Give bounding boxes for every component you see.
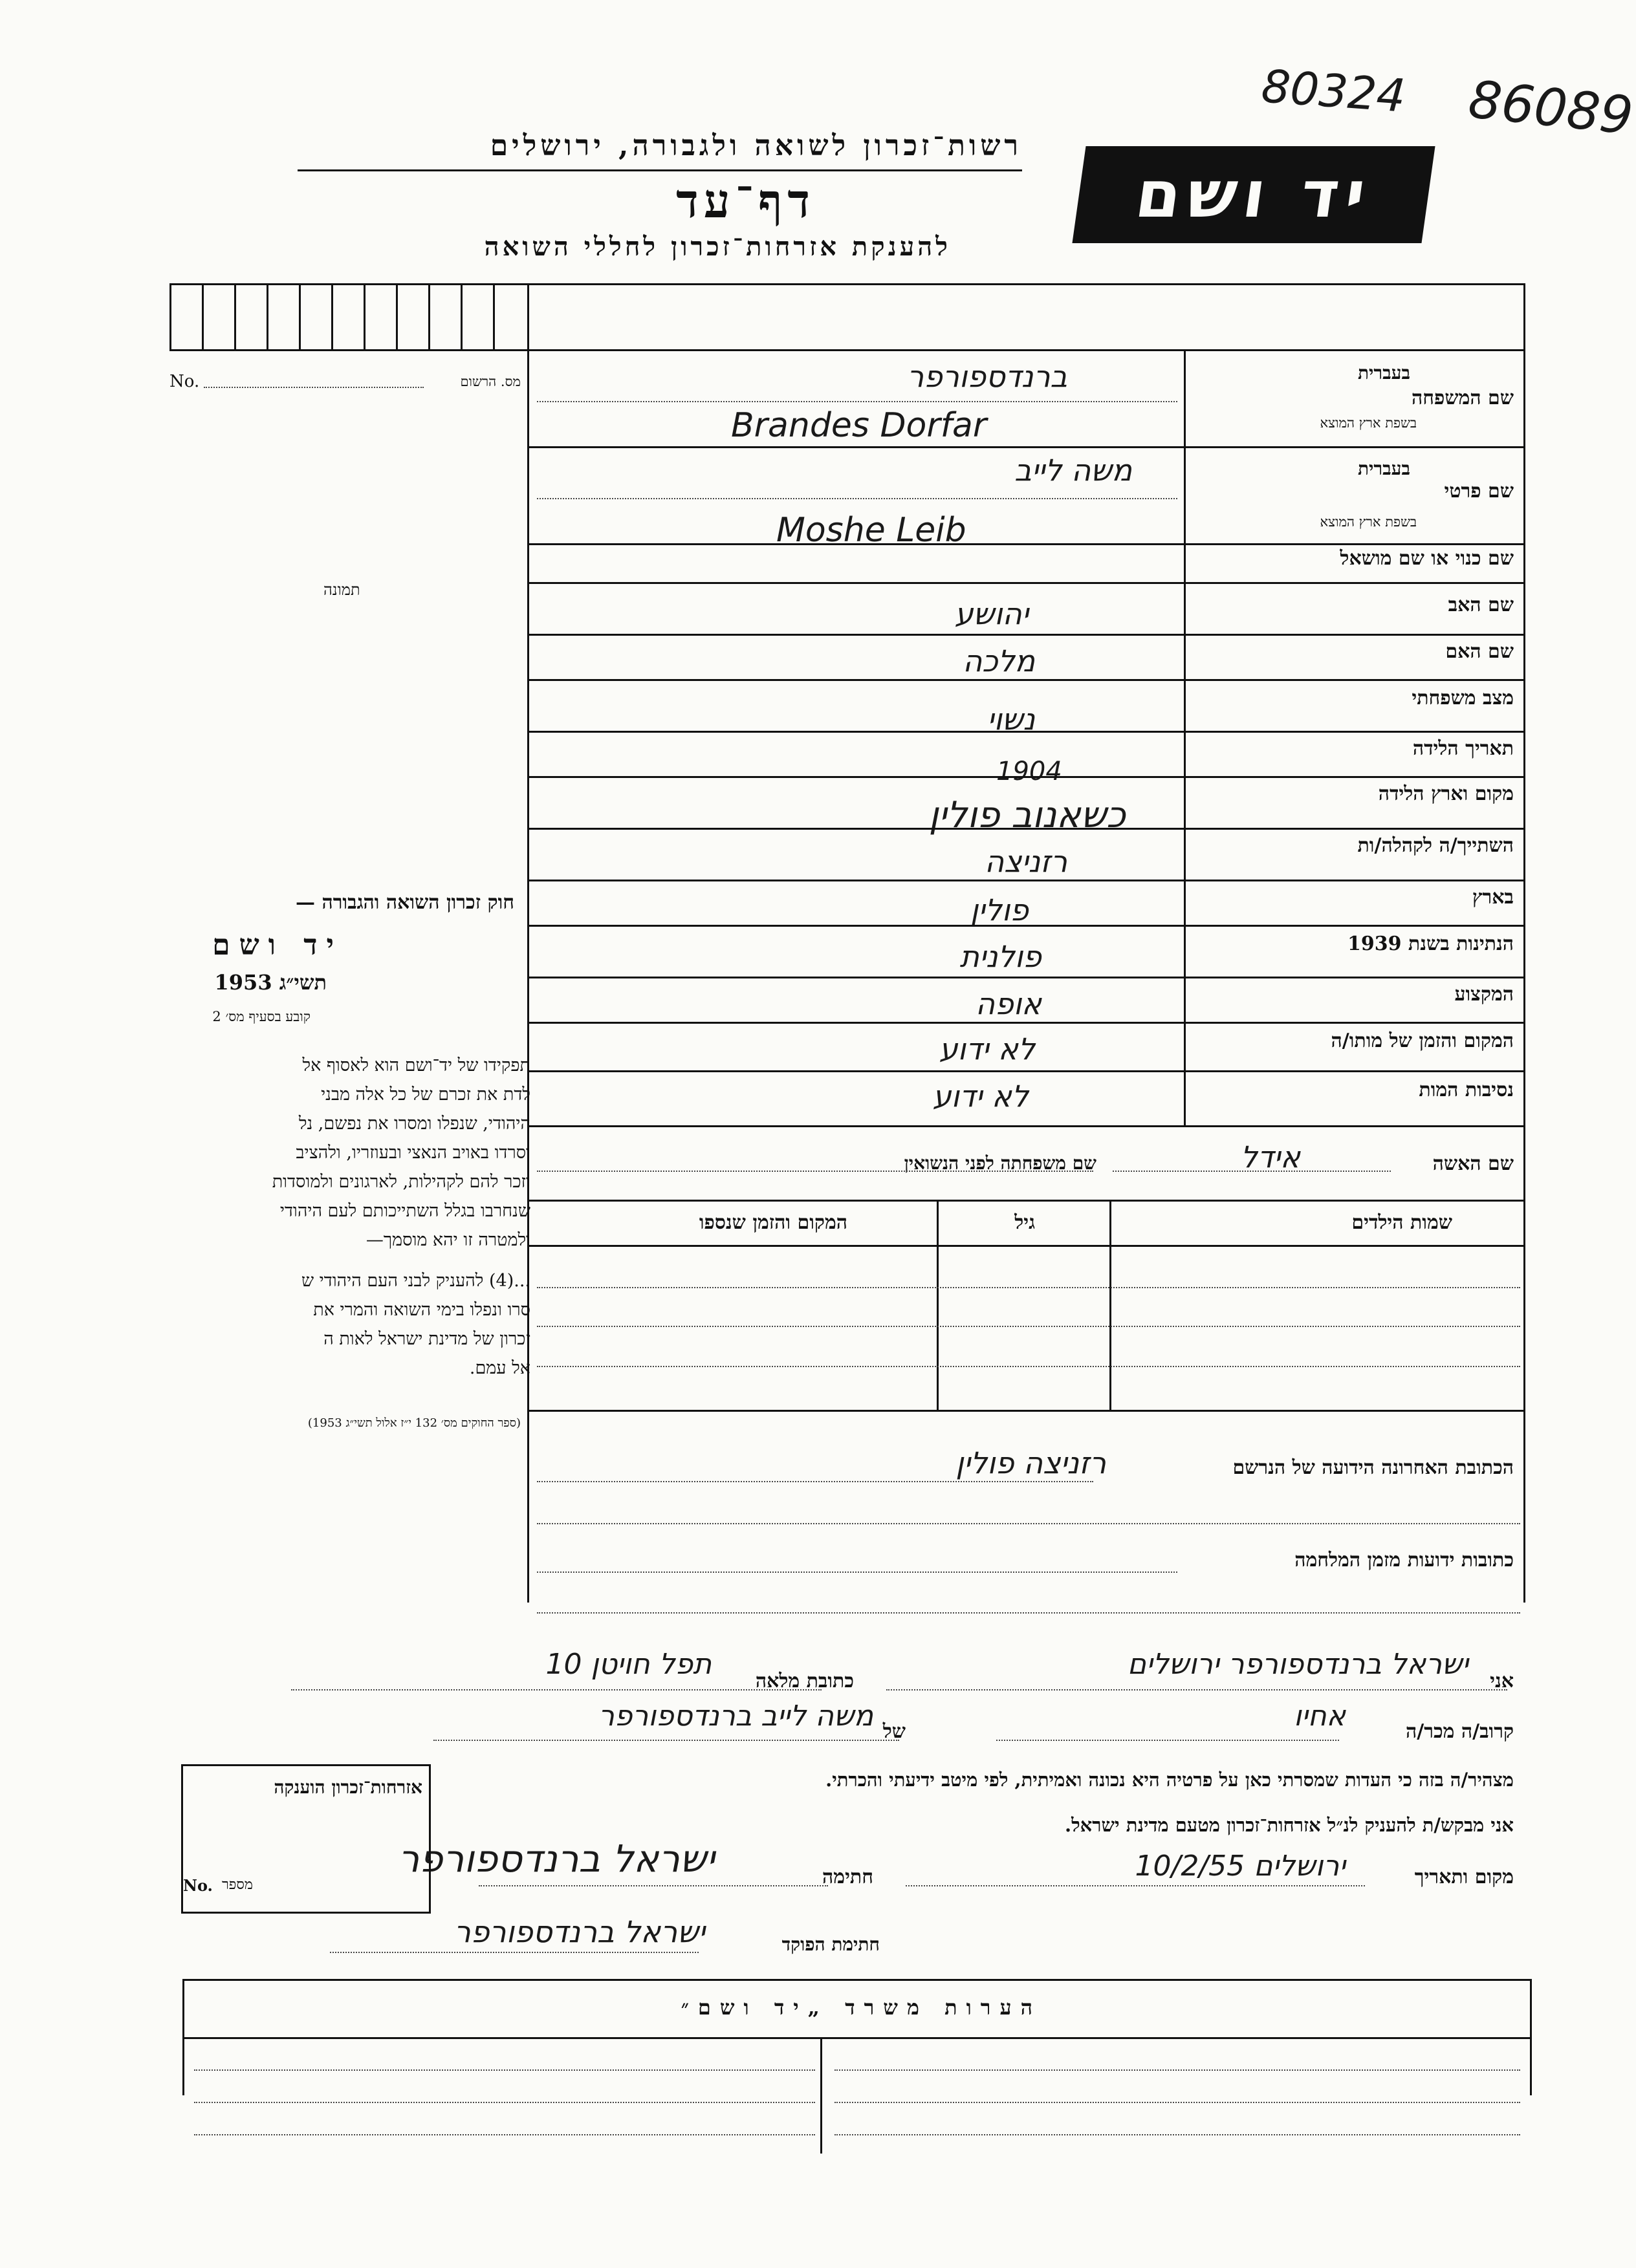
witness-address-value: תפל חויטן 10	[545, 1648, 712, 1681]
mother-value: מלכה	[963, 643, 1035, 678]
row-line	[529, 634, 1525, 636]
office-title: הערות משרד „יד ושם״	[681, 1995, 1042, 2020]
circumstances-value: לא ידוע	[932, 1079, 1029, 1114]
official-signature-value: ישראל ברנדספורפר	[453, 1914, 705, 1949]
reg-cell-line	[428, 283, 430, 351]
family-hebrew-label: בעברית	[1357, 362, 1410, 383]
first-name-hebrew-value: משה לייב	[1014, 453, 1132, 488]
reg-cell-line	[234, 283, 236, 351]
first-hebrew-label: בעברית	[1357, 458, 1410, 479]
children-row-line	[537, 1326, 1520, 1327]
org-underline	[298, 169, 1022, 171]
first-name-local-value: Moshe Leib	[776, 511, 966, 550]
nickname-label: שם כנוי או שם מושאל	[1340, 547, 1514, 570]
law-text-line: וסרדו באויב הנאצי ובעוזריו, ולהציב	[296, 1143, 530, 1163]
address-line	[537, 1571, 1177, 1573]
wife-line	[1113, 1171, 1391, 1172]
logo-text: יד ושם	[1131, 157, 1377, 232]
law-year: תשי״ג 1953	[214, 970, 327, 995]
witness-address-line	[291, 1689, 822, 1690]
address-line	[537, 1481, 1093, 1482]
family-hebrew-line	[537, 401, 1177, 402]
citizenship-value: פולנית	[959, 939, 1042, 974]
circumstances-label: נסיבות המות	[1419, 1079, 1514, 1101]
death-label: המקום והזמן של מותו/ה	[1331, 1030, 1514, 1052]
photo-label: תמונה	[323, 581, 360, 599]
of-label: של	[882, 1720, 906, 1743]
office-header-line	[182, 2037, 1532, 2039]
birth-place-value: כשאנוב פולין	[928, 794, 1126, 836]
handwritten-number-2: 86089	[1465, 69, 1636, 147]
maiden-line	[537, 1171, 1093, 1172]
children-bottom-line	[529, 1410, 1525, 1412]
witness-i-label: אני	[1490, 1670, 1514, 1692]
law-title: חוק זכרון השואה והגבורה —	[296, 891, 514, 914]
first-local-label: בשפת ארץ המוצא	[1320, 514, 1417, 530]
row-line	[529, 1200, 1525, 1202]
reg-cell-line	[331, 283, 333, 351]
children-place-header: המקום והזמן שנספו	[699, 1211, 847, 1234]
children-col-divider	[1109, 1200, 1111, 1410]
family-name-label: שם המשפחה	[1411, 387, 1514, 409]
fields-top	[529, 349, 1525, 351]
law-text-line: שנחרבו בגלל השתייכותם לעם היהודי	[279, 1201, 530, 1221]
citizenship-box-title: אזרחות־זכרון הוענקה	[274, 1777, 422, 1798]
office-line	[834, 2102, 1520, 2103]
row-line	[529, 1022, 1525, 1024]
reg-cell-line	[364, 283, 365, 351]
place-date-label: מקום ותאריך	[1414, 1866, 1514, 1888]
birth-date-label: תאריך הלידה	[1412, 737, 1514, 760]
office-line	[194, 2069, 815, 2071]
family-name-local-value: Brandes Dorfar	[731, 406, 987, 445]
last-address-value: רזניצה פולין	[955, 1445, 1106, 1480]
row-line	[529, 582, 1525, 584]
row-line	[529, 679, 1525, 681]
row-line	[529, 880, 1525, 881]
profession-label: המקצוע	[1454, 983, 1514, 1006]
citizenship-label: הנתינות בשנת 1939	[1347, 933, 1514, 955]
last-address-label: הכתובת האחרונה הידועה של הנרשם	[1232, 1456, 1514, 1479]
frame-right	[1523, 283, 1525, 1603]
row-line	[529, 446, 1525, 448]
law-text-line: ...(4) להעניק לבני העם היהודי ש	[301, 1271, 530, 1291]
reg-cell-line	[493, 283, 495, 351]
law-text-line: סרו ונפלו בימי השואה והמרי את	[313, 1300, 530, 1320]
office-divider	[820, 2037, 822, 2154]
request-text: אני מבקש/ת להעניק לנ״ל אזרחות־זכרון מטעם מדינת ישראל.	[1065, 1814, 1514, 1836]
of-line	[433, 1740, 899, 1741]
law-text-line: תפקידו של יד־ושם הוא לאסוף אל	[302, 1055, 530, 1075]
children-row-line	[537, 1366, 1520, 1367]
birth-place-label: מקום וארץ הלידה	[1378, 783, 1514, 805]
father-label: שם האב	[1448, 594, 1514, 616]
row-line	[529, 977, 1525, 978]
of-value: משה לייב ברנדספורפר	[598, 1700, 873, 1733]
office-line	[194, 2134, 815, 2135]
wife-value: אידל	[1240, 1139, 1300, 1174]
place-date-value: ירושלים 10/2/55	[1135, 1850, 1346, 1883]
signature-value: ישראל ברנדספורפר	[398, 1837, 715, 1881]
mother-label: שם האם	[1445, 640, 1514, 663]
witness-name-value: ישראל ברנדספורפר ירושלים	[1127, 1648, 1468, 1681]
witness-name-line	[886, 1689, 1507, 1690]
children-row-line	[537, 1287, 1520, 1288]
place-date-line	[906, 1885, 1365, 1886]
row-line	[529, 731, 1525, 733]
first-name-label: שם פרטי	[1444, 480, 1514, 502]
row-line	[529, 1125, 1525, 1127]
country-label: בארץ	[1472, 886, 1514, 909]
signature-label: חתימה	[822, 1866, 873, 1888]
label-column-line	[1184, 349, 1186, 1125]
community-label: השתייך/ה לקהלה/ות	[1357, 834, 1514, 857]
war-address-label: כתובות ידועות מזמן המלחמה	[1294, 1549, 1514, 1571]
relation-label: קרוב/ה מכר/ה	[1406, 1720, 1514, 1743]
row-line	[529, 543, 1525, 545]
children-col-divider	[937, 1200, 939, 1410]
handwritten-number-1: 80324	[1260, 59, 1408, 123]
signature-line	[479, 1885, 828, 1886]
org-name: רשות־זכרון לשואה ולגבורה, ירושלים	[490, 129, 1022, 162]
law-text-line: לדת את זכרם של כל אלה מבני	[321, 1085, 530, 1105]
office-line	[834, 2069, 1520, 2071]
reg-cell-line	[396, 283, 398, 351]
law-text-line: אל עמם.	[469, 1358, 530, 1378]
country-value: פולין	[970, 892, 1029, 927]
reg-cell-line	[461, 283, 463, 351]
side-box-bottom	[169, 349, 529, 351]
law-footnote: (ספר החוקים מס׳ 132 י״ז אלול תשי״ג 1953)	[307, 1416, 521, 1430]
frame-divider	[527, 283, 529, 1603]
reg-cell-line	[202, 283, 204, 351]
relation-value: אחיו	[1294, 1700, 1346, 1733]
reg-cell-line	[299, 283, 301, 351]
father-value: יהושע	[954, 596, 1029, 631]
address-line	[537, 1612, 1520, 1614]
office-top-line	[182, 1979, 1532, 1981]
citizenship-box-num: מספר	[222, 1877, 253, 1893]
top-frame-line	[169, 283, 1525, 285]
children-names-header: שמות הילדים	[1351, 1211, 1452, 1234]
reg-num-label: מס. הרשום	[460, 374, 521, 389]
reg-cell-line	[267, 283, 268, 351]
profession-value: אופה	[975, 986, 1042, 1021]
row-line	[529, 925, 1525, 927]
law-name: יד ושם	[212, 929, 343, 962]
family-name-hebrew-value: ברנדספורפר	[907, 359, 1067, 394]
row-line	[529, 828, 1525, 830]
relation-line	[996, 1740, 1339, 1741]
law-clause: קובע בסעיף מס׳ 2	[212, 1009, 311, 1024]
yad-vashem-logo	[1072, 146, 1435, 243]
form-subtitle: להענקת אזרחות־זכרון לחללי השואה	[484, 232, 951, 262]
official-signature-label: חתימת הפוקד	[781, 1934, 880, 1955]
address-line	[537, 1523, 1520, 1524]
office-right	[1530, 1979, 1532, 2095]
citizenship-box-no: No.	[183, 1876, 213, 1895]
children-age-header: גיל	[1014, 1211, 1035, 1234]
law-text-line: ולמטרה זו יהא מוסמך—	[365, 1230, 530, 1250]
form-title: דף־עד	[676, 173, 815, 228]
children-header-line	[529, 1245, 1525, 1247]
maiden-name-label: שם משפחתה לפני הנשואין	[904, 1152, 1096, 1174]
reg-no-line	[204, 387, 424, 388]
row-line	[529, 776, 1525, 778]
declaration-text: מצהיר/ה בזה כי העדות שמסרתי כאן על פרטיה היא נכונה ואמיתית, לפי מיטב ידיעתי והכרתי.	[825, 1769, 1514, 1791]
marital-value: נשוי	[987, 702, 1035, 737]
law-text-line: היהודי, שנפלו ומסרו את נפשם, נל	[298, 1114, 530, 1134]
office-line	[194, 2102, 815, 2103]
witness-address-label: כתובת מלאה	[755, 1670, 854, 1692]
office-line	[834, 2134, 1520, 2135]
marital-label: מצב משפחתי	[1412, 687, 1514, 709]
law-text-line: זכרון של מדינת ישראל לאות ה	[323, 1329, 530, 1349]
death-value: לא ידוע	[939, 1031, 1035, 1066]
row-line	[529, 1070, 1525, 1072]
side-box-left	[169, 283, 171, 351]
first-hebrew-line	[537, 498, 1177, 499]
law-text-line: וזכר להם לקהילות, לארגונים ולמוסדות	[272, 1172, 530, 1192]
office-left	[182, 1979, 184, 2095]
official-signature-line	[330, 1952, 699, 1953]
citizenship-granted-box	[181, 1764, 431, 1914]
wife-label: שם האשה	[1432, 1152, 1514, 1175]
birth-date-value: 1904	[996, 757, 1062, 786]
family-local-label: בשפת ארץ המוצא	[1320, 415, 1417, 431]
reg-no-label: No.	[169, 372, 200, 391]
community-value: רזניצה	[985, 844, 1067, 879]
